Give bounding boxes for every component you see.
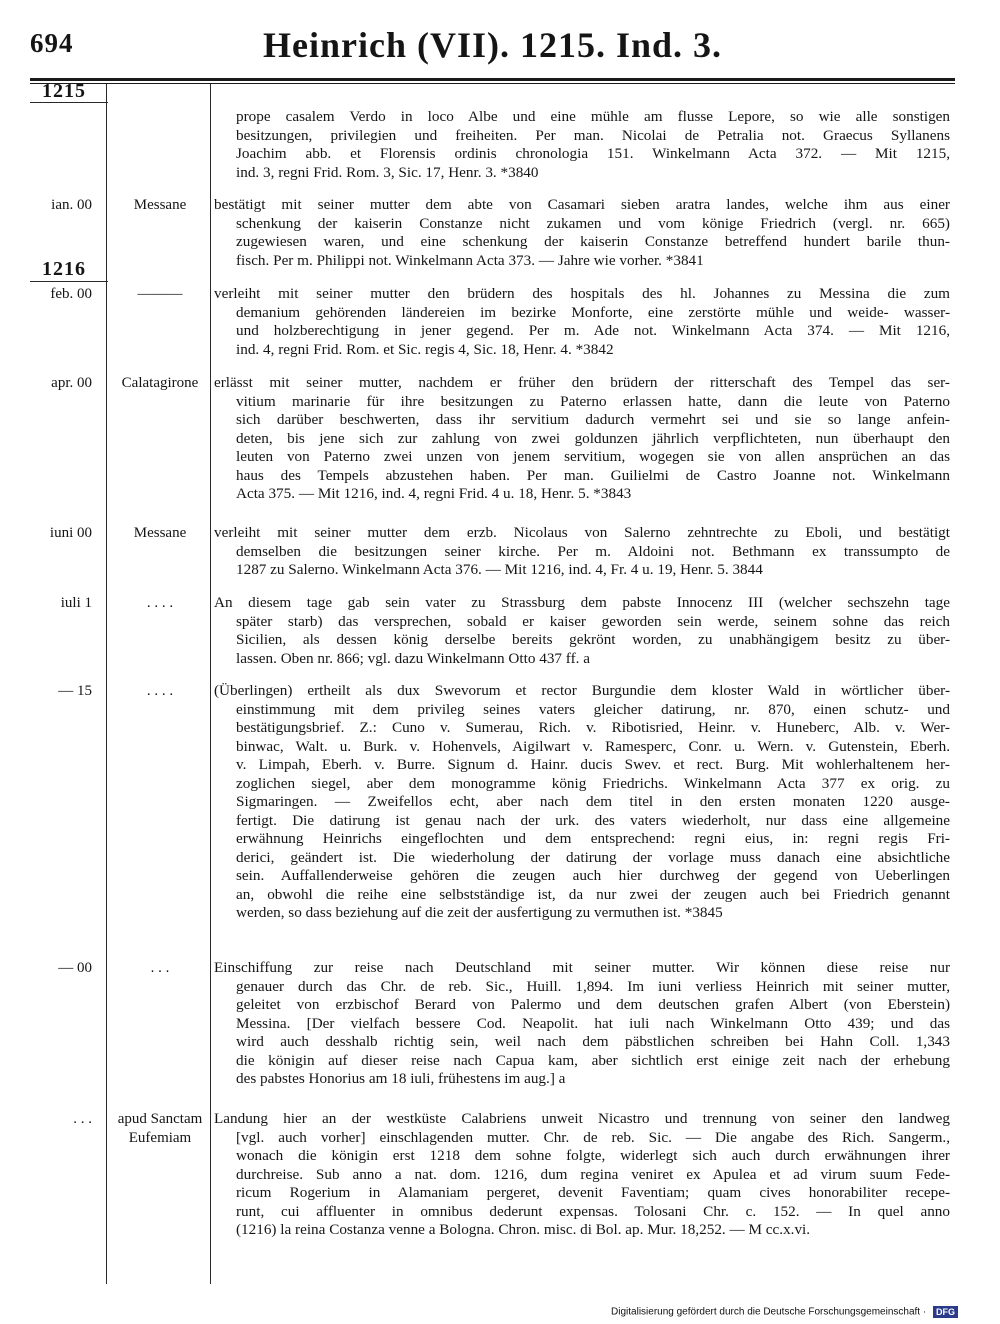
entry-date: — 00	[58, 960, 92, 976]
entry-line: ind. 3, regni Frid. Rom. 3, Sic. 17, Henr. 3. *3840	[236, 163, 539, 181]
entry-line: v. Limpah, Eberh. v. Burre. Signum d. Hainr. ducis Swev. et rect. Burg. Mit wohlerhaltenem her-	[236, 756, 950, 773]
regest-entry	[214, 682, 950, 923]
entry-line: zoglichen siegel, aber dem monogramme könig Friedrichs. Winkelmann Acta 377 ex orig. zu	[236, 774, 950, 792]
entry-date: ian. 00	[51, 197, 92, 213]
entry-line: lassen. Oben nr. 866; vgl. dazu Winkelmann Otto 437 ff. a	[236, 649, 590, 667]
regest-entry	[214, 959, 950, 1089]
entry-place: apud Sanctam Eufemiam	[117, 1111, 203, 1146]
header-rule-thin	[30, 83, 955, 84]
entry-date: iuli 1	[60, 595, 92, 611]
entry-place: Calatagirone	[121, 375, 199, 391]
year-rule-1216	[30, 281, 108, 282]
entry-line: Landung hier an der westküste Calabriens unweit Nicastro und trennung von seiner den landweg	[214, 1110, 950, 1127]
entry-date: . . .	[73, 1111, 92, 1127]
entry-line: Messina. [Der vielfach bessere Cod. Neapolit. hat iuli nach Winkelmann Otto 439; und das	[236, 1014, 950, 1032]
entry-line: wonach die königin erst 1218 dem sohne folgte, widerlegt sich auch durch erwähnungen ihrer	[236, 1147, 950, 1164]
column-divider-date	[106, 84, 107, 1284]
regest-entry	[214, 524, 950, 580]
entry-line: leuten von Paterno zwei unzen von jenem servitium, wogegen sie von allen ansprüchen an das	[236, 448, 950, 465]
entry-line: (Überlingen) ertheilt als dux Swevorum et rector Burgundie dem kloster Wald in wörtlicher über-	[214, 682, 950, 699]
entry-place: Messane	[133, 197, 187, 213]
entry-line: demselben die besitzungen seiner kirche. Per m. Aldoini not. Bethmann ex transsumpto de	[236, 542, 950, 560]
entry-line: Einschiffung zur reise nach Deutschland mit seiner mutter. Wir können diese reise nur	[214, 959, 950, 976]
entry-line: erlässt mit seiner mutter, nachdem er früher den brüdern der ritterschaft des Tempel das ser-	[214, 374, 950, 391]
header-rule-thick	[30, 78, 955, 81]
entry-line: schenkung der kaiserin Constanze nicht zukamen und vom könige Friedrich (vergl. nr. 665)	[236, 214, 950, 232]
entry-date: feb. 00	[50, 286, 92, 302]
page-number: 694	[30, 28, 74, 58]
entry-line: verleiht mit seiner mutter den brüdern des hospitals des hl. Johannes zu Messina die zum	[214, 285, 950, 302]
entry-place: ———	[137, 286, 183, 302]
entry-line: runt, cui affluenter in omnibus dederunt expensas. Tolosani Chr. c. 152. — In quel anno	[236, 1202, 950, 1220]
entry-line: verleiht mit seiner mutter dem erzb. Nicolaus von Salerno zehntrechte zu Eboli, und bestätigt	[214, 524, 950, 541]
entry-line: erwähnung Heinrichs eingeflochten und dem entsprechend: regni eius, in: regni regis Fri-	[236, 830, 950, 847]
entry-line: [vgl. auch vorher] einschlagenden mutter. Chr. de reb. Sic. — Die angabe des Rich. Sangerm.,	[236, 1128, 950, 1146]
entry-line: haus des Tempels abzustehen haben. Per man. Guilielmi de Castro Joanne not. Winkelmann	[236, 466, 950, 484]
entry-place: . . . .	[146, 683, 174, 699]
entry-place: Messane	[133, 525, 187, 541]
dfg-logo-icon: DFG	[933, 1306, 958, 1318]
entry-line: wird auch desshalb richtig sein, weil nach dem päbstlichen schreiben bei Hahn Coll. 1,343	[236, 1033, 950, 1050]
entry-line: fertigt. Die datirung ist genau nach der urk. des vaters wiederholt, nur dass eine allgemeine	[236, 811, 950, 829]
entry-line: ind. 4, regni Frid. Rom. et Sic. regis 4, Sic. 18, Henr. 4. *3842	[236, 340, 614, 358]
page-title: Heinrich (VII). 1215. Ind. 3.	[262, 25, 723, 65]
entry-line: sich darüber beschwerten, dass ihr servitium dadurch vermehrt sei und sie so lange anfein-	[236, 411, 950, 428]
regest-entry	[214, 1110, 950, 1240]
entry-line: Joachim abb. et Florensis ordinis chronologia 151. Winkelmann Acta 372. — Mit 1215,	[236, 145, 950, 162]
entry-date: — 15	[58, 683, 92, 699]
entry-line: fisch. Per m. Philippi not. Winkelmann Acta 373. — Jahre wie vorher. *3841	[236, 251, 704, 269]
entry-line: durchreise. Sub anno a nat. dom. 1216, dum regina veniret ex Apulea et ad virum suum Fede-	[236, 1165, 950, 1183]
entry-line: bestätigungsbrief. Z.: Cuno v. Sumerau, Rich. v. Ribotisried, Heinr. v. Huneberc, Alb. v. Wer-	[236, 719, 950, 736]
entry-line: sein. Auffallenderweise gehören die zeugen auch hier durchweg der gegend von Ueberlingen	[236, 867, 950, 884]
entry-line: an, obwohl die reihe eine selbstständige ist, da nur zwei der zeugen auch bei Friedrich genannt	[236, 885, 950, 903]
entry-line: prope casalem Verdo in loco Albe und eine mühle am flusse Lepore, so wie alle sonstigen	[236, 108, 950, 125]
year-label-1216: 1216	[42, 258, 86, 280]
entry-line: Acta 375. — Mit 1216, ind. 4, regni Frid. 4 u. 18, Henr. 5. *3843	[236, 485, 632, 502]
entry-place: . . .	[150, 960, 170, 976]
entry-date: apr. 00	[51, 375, 92, 391]
entry-line: einstimmung mit dem privileg seines vaters gleicher datirung, nr. 870, einen schutz- und	[236, 700, 950, 718]
digitization-credit: Digitalisierung gefördert durch die Deutsche Forschungsgemeinschaft · DFG	[611, 1306, 958, 1318]
entry-line: bestätigt mit seiner mutter dem abte von Casamari sieben aratra landes, welche ihm aus einer	[214, 196, 950, 213]
entry-line: binwac, Walt. u. Burk. v. Hohenvels, Aigilwart v. Ramesperc, Conr. u. Wern. v. Gutenstein, Eberh.	[236, 737, 950, 755]
regest-entry	[214, 594, 950, 668]
entry-line: besitzungen, privilegien und freiheiten. Per man. Nicolai de Petralia not. Graecus Syllanens	[236, 126, 950, 144]
entry-line: zugewiesen waren, und eine schenkung der kaiserin Constanze betreffend hundert barile thun-	[236, 233, 950, 250]
entry-line: deten, bis jene sich zur zahlung von zwei goldunzen jährlich verpflichteten, nun überhaupt den	[236, 429, 950, 447]
regest-entry	[214, 374, 950, 504]
entry-place: . . . .	[146, 595, 174, 611]
credit-text: Digitalisierung gefördert durch die Deutsche Forschungsgemeinschaft	[611, 1306, 921, 1318]
regest-entry	[214, 196, 950, 270]
entry-line: An diesem tage gab sein vater zu Strassburg dem pabste Innocenz III (welcher sechszehn tage	[214, 594, 950, 611]
page-header	[30, 24, 955, 68]
entry-line: später starb) das versprechen, sobald er kaiser geworden sein werde, seinem sohne das reich	[236, 612, 950, 630]
column-divider-place	[210, 84, 211, 1284]
entry-line: Sicilien, als dessen könig derselbe bereits gekrönt worden, zu unabhängigem besitz zu über-	[236, 631, 950, 648]
regest-entry	[214, 285, 950, 359]
entry-line: derici, geändert ist. Die wiederholung der datirung der vorlage muss danach eine absichtliche	[236, 848, 950, 866]
entry-line: des pabstes Honorius am 18 iuli, frühestens im aug.] a	[236, 1070, 566, 1087]
entry-line: werden, so dass beziehung auf die zeit der ausfertigung zu vermuthen ist. *3845	[236, 904, 723, 921]
entry-line: ricum Rogerium in Alamaniam pergeret, devenit Faventiam; quam cives honorabiliter recepe-	[236, 1184, 950, 1201]
entry-date: iuni 00	[49, 525, 92, 541]
entry-line: die königin auf dieser reise nach Capua kam, aber sichtlich erst einige zeit nach der erhebung	[236, 1051, 950, 1069]
entry-line: vitium marinarie für ihre besitzungen zu Paterno erlassen hatte, dann die leute von Paterno	[236, 392, 950, 410]
entry-line: geleitet von erzbischof Berard von Palermo und dem deutschen grafen Albert (von Eberstein)	[236, 996, 950, 1013]
entry-line: genauer durch das Chr. de reb. Sic., Huill. 1,894. Im iuni verliess Heinrich mit seiner mutter,	[236, 977, 950, 995]
entry-line: Sigmaringen. — Zweifellos echt, aber nach dem titel in den ersten monaten 1220 ausge-	[236, 793, 950, 810]
entry-line: demanium gehörenden ländereien im bezirke Monforte, eine zerstörte mühle und weide- wasser-	[236, 303, 950, 321]
entry-line: 1287 zu Salerno. Winkelmann Acta 376. — Mit 1216, ind. 4, Fr. 4 u. 19, Henr. 5. 3844	[236, 561, 763, 578]
regest-entry	[214, 108, 950, 182]
entry-line: und holzberechtigung in jener gegend. Per m. Ade not. Winkelmann Acta 374. — Mit 1216,	[236, 322, 950, 339]
entry-line: (1216) la reina Costanza venne a Bologna. Chron. misc. di Bol. ap. Mur. 18,252. — M cc.x.vi.	[236, 1221, 811, 1238]
year-label-1215: 1215	[42, 80, 86, 102]
